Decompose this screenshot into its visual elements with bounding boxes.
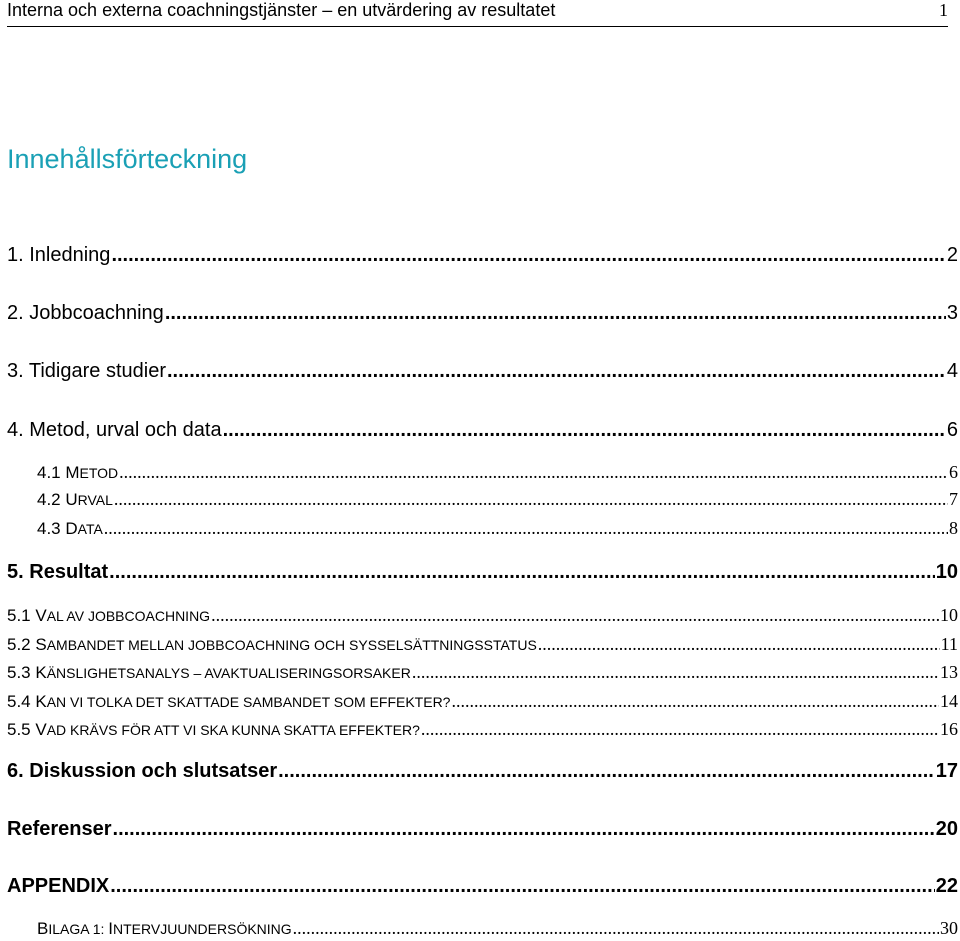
toc-page-number: 3	[946, 302, 958, 324]
toc-page-number: 17	[935, 760, 958, 782]
toc-entry-label: 1. Inledning	[7, 244, 111, 266]
toc-leader	[278, 760, 935, 783]
toc-entry-inledning[interactable]	[7, 244, 958, 267]
toc-entry-label: 2. Jobbcoachning	[7, 302, 164, 324]
toc-leader	[167, 360, 946, 383]
toc-heading: Innehållsförteckning	[7, 144, 248, 174]
toc-entry-label: 3. Tidigare studier	[7, 360, 166, 382]
toc-leader	[119, 462, 948, 483]
toc-page-number: 30	[940, 918, 958, 938]
toc-entry-jobbcoachning[interactable]	[7, 302, 958, 325]
toc-entry-5-3[interactable]	[7, 662, 958, 683]
toc-leader	[104, 518, 948, 539]
toc-entry-5-1[interactable]	[7, 605, 958, 626]
toc-page-number: 7	[949, 489, 958, 509]
toc-entry-label: 4. Metod, urval och data	[7, 419, 222, 441]
toc-leader	[451, 691, 939, 712]
toc-entry-label: 5.2 SAMBANDET MELLAN JOBBCOACHNING OCH SYSSELSÄTTNINGSSTATUS	[7, 635, 537, 654]
toc-page-number: 10	[940, 605, 958, 625]
toc-entry-label: 5.1 VAL AV JOBBCOACHNING	[7, 606, 211, 625]
toc-entry-5-4[interactable]	[7, 691, 958, 712]
toc-entry-label: 4.2 URVAL	[37, 490, 113, 509]
toc-leader	[114, 489, 948, 510]
toc-leader	[421, 719, 939, 740]
toc-entry-label: 5. Resultat	[7, 561, 109, 583]
toc-entry-label: Referenser	[7, 818, 112, 840]
toc-entry-4-1[interactable]	[37, 462, 958, 483]
toc-page-number: 16	[940, 719, 958, 739]
toc-page-number: 22	[935, 875, 958, 897]
toc-entry-label: 5.3 KÄNSLIGHETSANALYS – AVAKTUALISERINGSORSAKER	[7, 663, 411, 682]
toc-page-number: 20	[935, 818, 958, 840]
toc-page-number: 4	[946, 360, 958, 382]
toc-leader	[109, 561, 935, 584]
toc-entry-diskussion[interactable]	[7, 760, 958, 783]
toc-leader	[538, 634, 940, 655]
toc-entry-label: 6. Diskussion och slutsatser	[7, 760, 278, 782]
toc-page-number: 14	[940, 691, 958, 711]
toc-entry-appendix[interactable]	[7, 875, 958, 898]
toc-entry-4-2[interactable]	[37, 489, 958, 510]
toc-entry-label: 5.4 KAN VI TOLKA DET SKATTADE SAMBANDET SOM EFFEKTER?	[7, 692, 451, 711]
toc-entry-5-2[interactable]	[7, 634, 958, 655]
toc-leader	[412, 662, 939, 683]
header-page-number: 1	[939, 0, 948, 20]
toc-page-number: 13	[940, 662, 958, 682]
toc-page-number: 2	[946, 244, 958, 266]
toc-leader	[165, 302, 946, 325]
toc-leader	[110, 875, 935, 898]
toc-entry-metod[interactable]	[7, 419, 958, 442]
toc-entry-label: 4.3 DATA	[37, 519, 103, 538]
toc-leader	[113, 818, 935, 841]
toc-entry-bilaga-1[interactable]	[37, 918, 958, 939]
toc-entry-label: APPENDIX	[7, 875, 110, 897]
toc-leader	[211, 605, 939, 626]
toc-entry-resultat[interactable]	[7, 561, 958, 584]
toc-entry-4-3[interactable]	[37, 518, 958, 539]
toc-page-number: 11	[940, 634, 958, 654]
toc-leader	[293, 918, 939, 939]
page-header	[7, 0, 948, 27]
toc-entry-label: 4.1 METOD	[37, 463, 119, 482]
toc-page-number: 10	[935, 561, 958, 583]
header-title: Interna och externa coachningstjänster – en utvärdering av resultatet	[7, 0, 556, 20]
toc-entry-5-5[interactable]	[7, 719, 958, 740]
toc-page-number: 8	[949, 518, 958, 538]
toc-leader	[223, 419, 946, 442]
toc-page-number: 6	[946, 419, 958, 441]
toc-leader	[111, 244, 945, 267]
toc-entry-tidigare-studier[interactable]	[7, 360, 958, 383]
toc-entry-referenser[interactable]	[7, 818, 958, 841]
toc-entry-label: BILAGA 1: INTERVJUUNDERSÖKNING	[37, 919, 292, 938]
toc-page-number: 6	[949, 462, 958, 482]
toc-entry-label: 5.5 VAD KRÄVS FÖR ATT VI SKA KUNNA SKATTA EFFEKTER?	[7, 720, 420, 739]
